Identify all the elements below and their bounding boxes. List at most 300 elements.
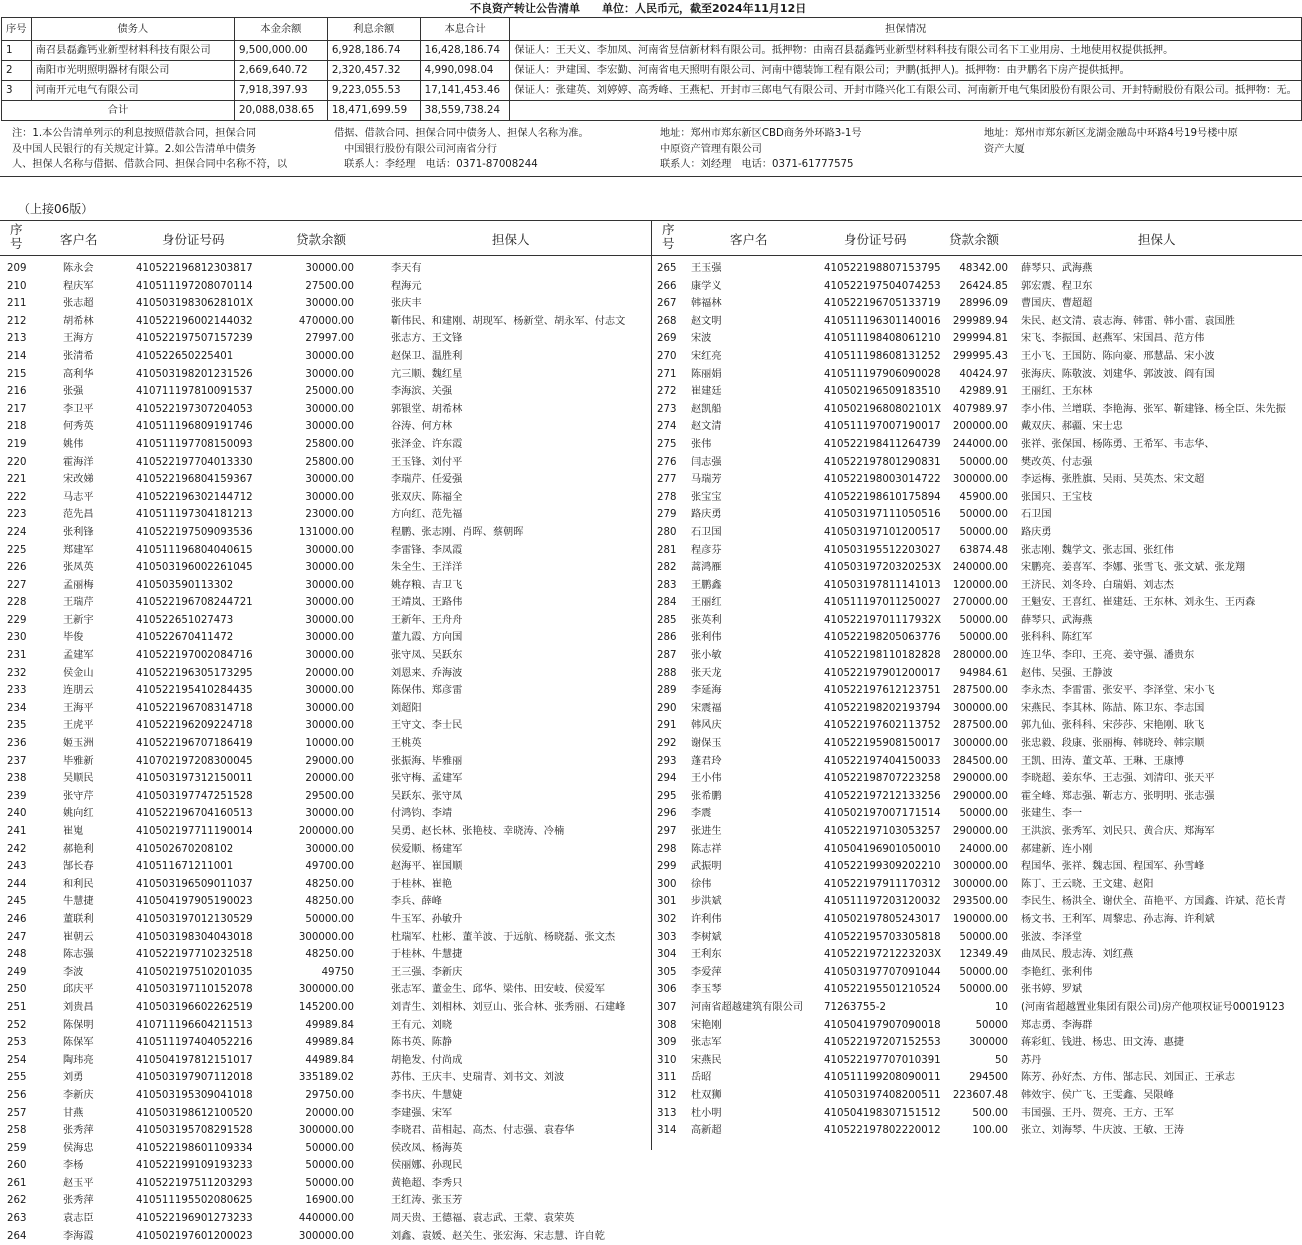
loan-balance: 45900.00 — [959, 491, 1008, 503]
id-number: 410522197507157239 — [136, 333, 253, 345]
id-number: 410511198608131252 — [824, 350, 941, 362]
loan-balance: 30000.00 — [305, 491, 354, 503]
debt-table — [1, 17, 1302, 121]
id-number: 410504197905190023 — [136, 896, 253, 908]
id-number: 410503197110152078 — [136, 984, 253, 996]
id-number: 410503198612100520 — [136, 1107, 253, 1119]
continued-label: （上接06版） — [18, 202, 94, 216]
id-number: 410503197101200517 — [824, 526, 941, 538]
guarantors: 侯改凤、杨海英 — [391, 1142, 463, 1154]
id-number: 410502197601200023 — [136, 1230, 253, 1242]
id-number: 410511197708150093 — [136, 438, 253, 450]
row-no: 285 — [657, 614, 677, 626]
customer-name: 王玉强 — [691, 263, 722, 274]
customer-name: 路庆勇 — [691, 509, 722, 521]
loan-row — [0, 594, 651, 612]
loan-row — [652, 841, 1302, 859]
customer-name: 石卫国 — [691, 526, 722, 538]
guarantors: 宋飞、李振国、赵燕军、宋国昌、范方伟 — [1021, 333, 1205, 345]
customer-name: 武振明 — [691, 861, 722, 873]
loan-row — [0, 823, 651, 841]
loan-balance: 25800.00 — [305, 456, 354, 468]
customer-name: 陈保军 — [63, 1037, 94, 1049]
loan-row — [652, 929, 1302, 947]
id-number: 410522198601109334 — [136, 1142, 253, 1154]
row-no: 269 — [657, 333, 677, 345]
guarantors: 路庆勇 — [1021, 526, 1052, 538]
loan-row — [0, 629, 651, 647]
loan-row — [0, 524, 651, 542]
customer-name: 蒿鸿雁 — [691, 562, 722, 574]
guarantors: 郭宏震、程卫东 — [1021, 280, 1093, 292]
loan-balance: 300000.00 — [952, 702, 1008, 714]
note-line: 人、担保人名称与借据、借款合同、担保合同中名称不符，以 — [12, 159, 288, 170]
id-number: 410522199309202210 — [824, 861, 941, 873]
loan-row — [652, 682, 1302, 700]
row-no: 236 — [7, 738, 27, 750]
guarantors: 张振海、毕雅丽 — [391, 755, 463, 767]
id-number: 410522197602113752 — [824, 720, 941, 732]
loan-row — [652, 436, 1302, 454]
notes-col1 — [12, 126, 287, 173]
row-no: 260 — [7, 1160, 27, 1172]
row-no: 293 — [657, 755, 677, 767]
guarantors: 王丽红、王东林 — [1021, 386, 1093, 398]
customer-name: 宋燕民 — [691, 1054, 722, 1066]
row-no: 292 — [657, 738, 677, 750]
id-number: 410503197111050516 — [824, 509, 941, 521]
note-line: 联系人：李经理 电话：0371-87008244 — [334, 159, 538, 170]
customer-name: 王丽红 — [691, 597, 722, 609]
customer-name: 袁志臣 — [63, 1213, 94, 1225]
total-interest: 18,471,699.59 — [327, 101, 420, 121]
debt-no: 1 — [2, 41, 32, 61]
loan-balance: 30000.00 — [305, 843, 354, 855]
loan-row — [652, 295, 1302, 313]
guarantors: 赵海平、崔国顺 — [391, 861, 463, 873]
id-number: 410522197612123751 — [824, 685, 941, 697]
guarantors: 李小伟、兰增联、李艳海、张军、靳建锋、杨全臣、朱先振 — [1021, 403, 1286, 415]
loan-balance: 49750 — [321, 966, 354, 978]
row-no: 274 — [657, 421, 677, 433]
customer-name: 张宝宝 — [691, 491, 722, 503]
id-number: 410522198205063776 — [824, 632, 941, 644]
loan-balance: 29750.00 — [305, 1089, 354, 1101]
loan-row — [0, 929, 651, 947]
customer-name: 陶玮亮 — [63, 1054, 94, 1066]
loan-row — [0, 1105, 651, 1123]
row-no: 215 — [7, 368, 27, 380]
loan-balance: 131000.00 — [298, 526, 354, 538]
left-list-header — [0, 220, 651, 256]
loan-balance: 26424.85 — [959, 280, 1008, 292]
notes-col2 — [334, 126, 589, 173]
loan-balance: 30000.00 — [305, 685, 354, 697]
id-number: 410711196604211513 — [136, 1019, 253, 1031]
loan-row — [652, 1052, 1302, 1070]
id-number: 41052219721223203X — [824, 949, 942, 961]
loan-row — [652, 401, 1302, 419]
id-number: 410522197911170312 — [824, 878, 941, 890]
row-no: 262 — [7, 1195, 27, 1207]
loan-balance: 50000.00 — [305, 1177, 354, 1189]
guarantors: 董九霞、方向国 — [391, 632, 463, 644]
guarantors: 苏丹 — [1021, 1054, 1042, 1066]
customer-name: 孟丽梅 — [63, 579, 94, 591]
id-number: 410522196812303817 — [136, 263, 253, 274]
guarantors: 张守梅、孟建军 — [391, 773, 463, 785]
id-number: 410503197312150011 — [136, 773, 253, 785]
id-number: 410522196708314718 — [136, 702, 253, 714]
row-no: 314 — [657, 1125, 677, 1137]
loan-balance: 44989.84 — [305, 1054, 354, 1066]
customer-name: 高利华 — [63, 368, 94, 380]
customer-name: 陈志祥 — [691, 843, 722, 855]
guarantors: 张祥、张保国、杨陈勇、王希军、韦志华、 — [1021, 438, 1215, 450]
customer-name: 张强 — [63, 386, 84, 398]
loan-row — [652, 788, 1302, 806]
row-no: 254 — [7, 1054, 27, 1066]
id-number: 410502670208102 — [136, 843, 234, 855]
id-number: 410522195410284435 — [136, 685, 253, 697]
row-no: 277 — [657, 474, 677, 486]
loan-row — [0, 366, 651, 384]
customer-name: 徐伟 — [691, 878, 712, 890]
loan-row — [652, 471, 1302, 489]
loan-row — [652, 594, 1302, 612]
debt-no: 2 — [2, 61, 32, 81]
customer-name: 谢保玉 — [691, 738, 722, 750]
row-no: 268 — [657, 315, 677, 327]
guarantors: 张建生、李一 — [1021, 808, 1083, 820]
loan-balance: 50000.00 — [959, 526, 1008, 538]
customer-name: 郑建军 — [63, 544, 94, 556]
customer-name: 赵文清 — [691, 421, 722, 433]
id-number: 410522197307204053 — [136, 403, 253, 415]
row-no: 290 — [657, 702, 677, 714]
customer-name: 崔建廷 — [691, 386, 722, 398]
guarantors: 刘超阳 — [391, 702, 422, 714]
customer-name: 陈永会 — [63, 263, 94, 274]
guarantors: 王新年、王舟舟 — [391, 614, 463, 626]
id-number: 410511197208070114 — [136, 280, 253, 292]
customer-name: 范先昌 — [63, 509, 94, 521]
guarantors: 李建强、宋军 — [391, 1107, 453, 1119]
customer-name: 董联利 — [63, 913, 94, 925]
row-no: 258 — [7, 1125, 27, 1137]
loan-balance: 284500.00 — [952, 755, 1008, 767]
loan-balance: 30000.00 — [305, 350, 354, 362]
customer-name: 高新超 — [691, 1125, 722, 1137]
customer-name: 宋艳刚 — [691, 1019, 722, 1031]
guarantors: 樊改英、付志强 — [1021, 456, 1093, 468]
loan-row — [652, 753, 1302, 771]
customer-name: 姚伟 — [63, 438, 84, 450]
customer-name: 毕俊 — [63, 632, 84, 644]
loan-balance: 50000.00 — [959, 614, 1008, 626]
loan-row — [652, 735, 1302, 753]
debt-principal: 2,669,640.72 — [234, 61, 327, 81]
header-total: 本息合计 — [420, 18, 510, 41]
guarantors: 李海滨、关强 — [391, 386, 453, 398]
id-number: 41050319720320253X — [824, 562, 942, 574]
customer-name: 陈保明 — [63, 1019, 94, 1031]
id-number: 410522197801290831 — [824, 456, 941, 468]
loan-row — [652, 330, 1302, 348]
note-line: 地址：郑州市郑东新区CBD商务外环路3-1号 — [660, 128, 862, 139]
debt-total-row — [2, 101, 1302, 121]
guarantors: 苏伟、王庆丰、史瑞青、刘书文、刘波 — [391, 1072, 565, 1084]
customer-name: 张利伟 — [691, 632, 722, 644]
loan-row — [0, 647, 651, 665]
total-guarantee-empty — [510, 101, 1302, 121]
loan-row — [0, 1140, 651, 1158]
loan-row — [652, 612, 1302, 630]
id-number: 410522195501210524 — [824, 984, 941, 996]
guarantors: 曲凤民、殷志涛、刘红燕 — [1021, 949, 1134, 961]
note-line: 联系人：刘经理 电话：0371-61777575 — [660, 159, 854, 170]
guarantors: 胡艳发、付尚成 — [391, 1054, 463, 1066]
loan-balance: 27997.00 — [305, 333, 354, 345]
customer-name: 王小伟 — [691, 773, 722, 785]
customer-name: 胡希林 — [63, 315, 94, 327]
loan-row — [0, 489, 651, 507]
id-number: 410502197510201035 — [136, 966, 253, 978]
loan-balance: 30000.00 — [305, 597, 354, 609]
id-number: 410504197907090018 — [824, 1019, 941, 1031]
loan-balance: 440000.00 — [298, 1213, 354, 1225]
row-no: 296 — [657, 808, 677, 820]
loan-balance: 30000.00 — [305, 702, 354, 714]
loan-row — [0, 981, 651, 999]
guarantors: 程鹏、张志刚、肖晖、蔡朝晖 — [391, 526, 524, 538]
loan-balance: 300000 — [969, 1037, 1008, 1049]
customer-name: 张志超 — [63, 298, 94, 310]
customer-name: 张进生 — [691, 826, 722, 837]
row-no: 221 — [7, 474, 27, 486]
row-no: 287 — [657, 650, 677, 662]
id-number: 410522198411264739 — [824, 438, 941, 450]
loan-balance: 244000.00 — [952, 438, 1008, 450]
loan-balance: 30000.00 — [305, 650, 354, 662]
customer-name: 侯金山 — [63, 667, 94, 679]
id-number: 410522196705133719 — [824, 298, 941, 310]
loan-row — [652, 1087, 1302, 1105]
customer-name: 姬玉洲 — [63, 738, 94, 750]
customer-name: 刘贵昌 — [63, 1001, 94, 1013]
loan-row — [652, 454, 1302, 472]
customer-name: 刘勇 — [63, 1072, 84, 1084]
loan-row — [0, 893, 651, 911]
debt-principal: 9,500,000.00 — [234, 41, 327, 61]
row-no: 229 — [7, 614, 27, 626]
loan-balance: 30000.00 — [305, 579, 354, 591]
row-no: 263 — [7, 1213, 27, 1225]
row-no: 242 — [7, 843, 27, 855]
row-no: 244 — [7, 878, 27, 890]
customer-name: 陈志强 — [63, 949, 94, 961]
guarantors: 李兵、薛峰 — [391, 896, 442, 908]
loan-balance: 270000.00 — [952, 597, 1008, 609]
guarantors: 张忠毅、段康、张丽梅、韩晓玲、韩宗顺 — [1021, 738, 1205, 750]
customer-name: 杜小明 — [691, 1107, 722, 1119]
customer-name: 李玉琴 — [691, 984, 722, 996]
customer-name: 李爱萍 — [691, 966, 722, 978]
guarantors: 陈芳、孙好杰、方伟、郜志民、刘国正、王承志 — [1021, 1072, 1235, 1084]
guarantors: 于桂林、崔艳 — [391, 878, 453, 890]
customer-name: 宋红亮 — [691, 350, 722, 362]
loan-balance: 20000.00 — [305, 773, 354, 785]
id-number: 410502197711190014 — [136, 826, 253, 837]
guarantors: 侯丽娜、孙现民 — [391, 1160, 463, 1172]
customer-name: 河南省超越建筑有限公司 — [691, 1001, 804, 1013]
row-no: 225 — [7, 544, 27, 556]
row-no: 241 — [7, 826, 27, 837]
id-number: 410503197408200511 — [824, 1089, 941, 1101]
guarantors: 朱全生、王洋洋 — [391, 562, 463, 574]
id-number: 410511197203120032 — [824, 896, 941, 908]
row-no: 250 — [7, 984, 27, 996]
loan-row — [0, 1210, 651, 1228]
customer-name: 李卫平 — [63, 403, 94, 415]
guarantors: 韦国强、王丹、贺亮、王方、王军 — [1021, 1107, 1174, 1119]
guarantors: 陈保伟、郑彦雷 — [391, 685, 463, 697]
row-no: 219 — [7, 438, 27, 450]
total-principal: 20,088,038.65 — [234, 101, 327, 121]
loan-balance: 10 — [995, 1001, 1008, 1013]
guarantors: 王济民、刘冬玲、白瑞娟、刘志杰 — [1021, 579, 1174, 591]
loan-row — [652, 524, 1302, 542]
id-number: 410503197811141013 — [824, 579, 941, 591]
row-no: 301 — [657, 896, 677, 908]
debt-total: 17,141,453.46 — [420, 81, 510, 101]
debt-table-header — [2, 18, 1302, 41]
customer-name: 李震 — [691, 808, 712, 820]
id-number: 410502197805243017 — [824, 913, 941, 925]
row-no: 278 — [657, 491, 677, 503]
guarantors: 李晓超、姜东华、王志强、刘清印、张天平 — [1021, 773, 1215, 785]
customer-name: 吴顺民 — [63, 773, 94, 785]
loan-balance: 29500.00 — [305, 790, 354, 802]
guarantors: (河南省超越置业集团有限公司)房产他项权证号00019123 — [1021, 1001, 1285, 1013]
guarantors: 王凯、田涛、董文革、王琳、王康博 — [1021, 755, 1184, 767]
customer-name: 李海霞 — [63, 1230, 94, 1242]
customer-name: 赵文明 — [691, 315, 722, 327]
loan-row — [0, 1175, 651, 1193]
row-no: 299 — [657, 861, 677, 873]
customer-name: 闫志强 — [691, 456, 722, 468]
id-number: 410522196209224718 — [136, 720, 253, 732]
customer-name: 邱庆平 — [63, 984, 94, 996]
loan-balance: 48342.00 — [959, 263, 1008, 274]
loan-row — [0, 330, 651, 348]
loan-balance: 407989.97 — [952, 403, 1008, 415]
id-number: 410503197707091044 — [824, 966, 941, 978]
row-no: 291 — [657, 720, 677, 732]
id-number: 410522198610175894 — [824, 491, 941, 503]
loan-balance: 30000.00 — [305, 421, 354, 433]
row-no: 247 — [7, 931, 27, 943]
loan-row — [652, 1105, 1302, 1123]
id-number: 410511199208090011 — [824, 1072, 941, 1084]
id-number: 410522197710232518 — [136, 949, 253, 961]
loan-balance: 42989.91 — [959, 386, 1008, 398]
guarantors: 郑志勇、李海群 — [1021, 1019, 1093, 1031]
row-no: 306 — [657, 984, 677, 996]
id-number: 410522650225401 — [136, 350, 234, 362]
id-number: 410522651027473 — [136, 614, 234, 626]
customer-name: 孟建军 — [63, 650, 94, 662]
loan-balance: 300000.00 — [298, 1125, 354, 1137]
guarantors: 张庆丰 — [391, 298, 422, 310]
loan-row — [0, 383, 651, 401]
row-no: 237 — [7, 755, 27, 767]
id-number: 41050319830628101X — [136, 298, 254, 310]
loan-balance: 300000.00 — [298, 984, 354, 996]
loan-row — [652, 665, 1302, 683]
loan-balance: 12349.49 — [959, 949, 1008, 961]
id-number: 410522670411472 — [136, 632, 234, 644]
guarantors: 张双庆、陈福全 — [391, 491, 463, 503]
guarantors: 李书庆、牛慧婕 — [391, 1089, 463, 1101]
customer-name: 岳昭 — [691, 1072, 712, 1084]
loan-row — [0, 401, 651, 419]
guarantors: 靳伟民、和建刚、胡现军、杨新堂、胡永军、付志文 — [391, 315, 626, 327]
loan-balance: 48250.00 — [305, 949, 354, 961]
header-no: 序号 — [2, 18, 32, 41]
id-number: 410522195703305818 — [824, 931, 941, 943]
id-number: 410503197907112018 — [136, 1072, 253, 1084]
loan-balance: 300000.00 — [952, 474, 1008, 486]
id-number: 410702197208300045 — [136, 755, 253, 767]
loan-balance: 48250.00 — [305, 878, 354, 890]
loan-row — [0, 559, 651, 577]
loan-balance: 50000.00 — [959, 931, 1008, 943]
customer-name: 王利东 — [691, 949, 722, 961]
id-number: 410522198807153795 — [824, 263, 941, 274]
guarantors: 张泽金、许东霞 — [391, 438, 463, 450]
loan-row — [0, 612, 651, 630]
id-number: 410522196708244721 — [136, 597, 253, 609]
loan-balance: 240000.00 — [952, 562, 1008, 574]
loan-balance: 300000.00 — [298, 1230, 354, 1242]
customer-name: 张秀萍 — [63, 1125, 94, 1137]
header-principal: 本金余额 — [234, 18, 327, 41]
left-header-name: 客户名 — [60, 232, 98, 247]
loan-row — [0, 858, 651, 876]
loan-balance: 50000.00 — [959, 984, 1008, 996]
customer-name: 毕雅新 — [63, 755, 94, 767]
guarantors: 于桂林、牛慧捷 — [391, 949, 463, 961]
loan-row — [0, 964, 651, 982]
id-number: 410522197509093536 — [136, 526, 253, 538]
header-interest: 利息余额 — [327, 18, 420, 41]
id-number: 410711197810091537 — [136, 386, 253, 398]
loan-balance: 30000.00 — [305, 562, 354, 574]
id-number: 410503196509011037 — [136, 878, 253, 890]
right-header-name: 客户名 — [730, 232, 768, 247]
id-number: 410511197906090028 — [824, 368, 941, 380]
row-no: 266 — [657, 280, 677, 292]
loan-row — [652, 964, 1302, 982]
id-number: 410522197511203293 — [136, 1177, 253, 1189]
row-no: 284 — [657, 597, 677, 609]
loan-balance: 290000.00 — [952, 826, 1008, 837]
customer-name: 程彦芬 — [691, 544, 722, 556]
loan-row — [0, 1052, 651, 1070]
loan-row — [0, 506, 651, 524]
guarantors: 王洪滨、张秀军、刘民只、黄合庆、郑海军 — [1021, 826, 1215, 837]
